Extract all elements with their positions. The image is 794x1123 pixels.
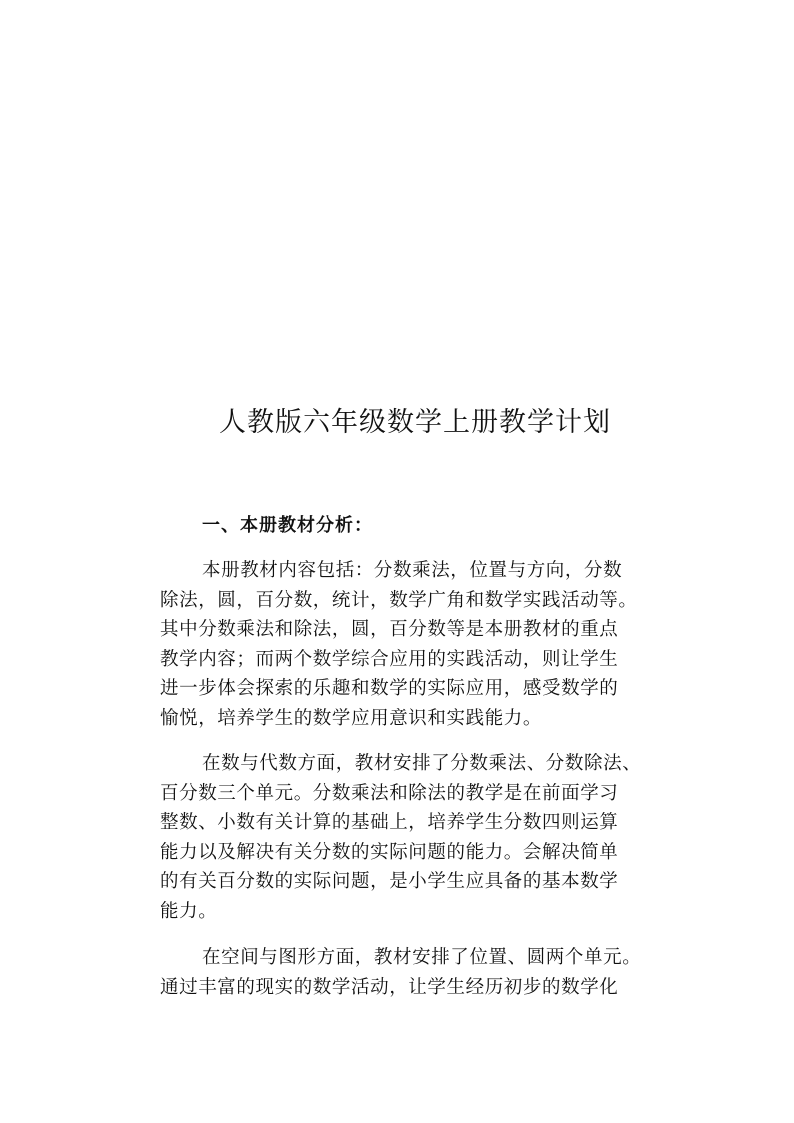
paragraph xyxy=(160,556,690,733)
paragraph-line: 本册教材内容包括：分数乘法，位置与方向，分数 xyxy=(202,560,623,581)
paragraph-line: 愉悦，培养学生的数学应用意识和实践能力。 xyxy=(160,707,543,729)
paragraph-line: 通过丰富的现实的数学活动，让学生经历初步的数学化 xyxy=(160,976,619,998)
paragraph-line: 百分数三个单元。分数乘法和除法的教学是在前面学习 xyxy=(160,782,619,804)
paragraph-line: 的有关百分数的实际问题，是小学生应具备的基本数学 xyxy=(160,871,619,892)
paragraph-line: 整数、小数有关计算的基础上，培养学生分数四则运算 xyxy=(160,812,619,833)
paragraph xyxy=(160,943,690,1002)
paragraph-line: 能力。 xyxy=(160,900,218,922)
page-title: 人教版六年级数学上册教学计划 xyxy=(219,407,611,438)
paragraph xyxy=(160,749,690,926)
paragraph-line: 在数与代数方面，教材安排了分数乘法、分数除法、 xyxy=(202,753,642,774)
paragraph-line: 在空间与图形方面，教材安排了位置、圆两个单元。 xyxy=(202,947,642,968)
paragraph-line: 其中分数乘法和除法，圆，百分数等是本册教材的重点 xyxy=(160,619,619,640)
paragraph-line: 能力以及解决有关分数的实际问题的能力。会解决简单 xyxy=(160,841,619,863)
section-heading: 一、本册教材分析： xyxy=(202,515,373,536)
paragraph-line: 除法，圆，百分数，统计，数学广角和数学实践活动等。 xyxy=(160,589,638,611)
paragraph-line: 教学内容；而两个数学综合应用的实践活动，则让学生 xyxy=(160,648,619,670)
paragraph-line: 进一步体会探索的乐趣和数学的实际应用，感受数学的 xyxy=(160,678,619,699)
